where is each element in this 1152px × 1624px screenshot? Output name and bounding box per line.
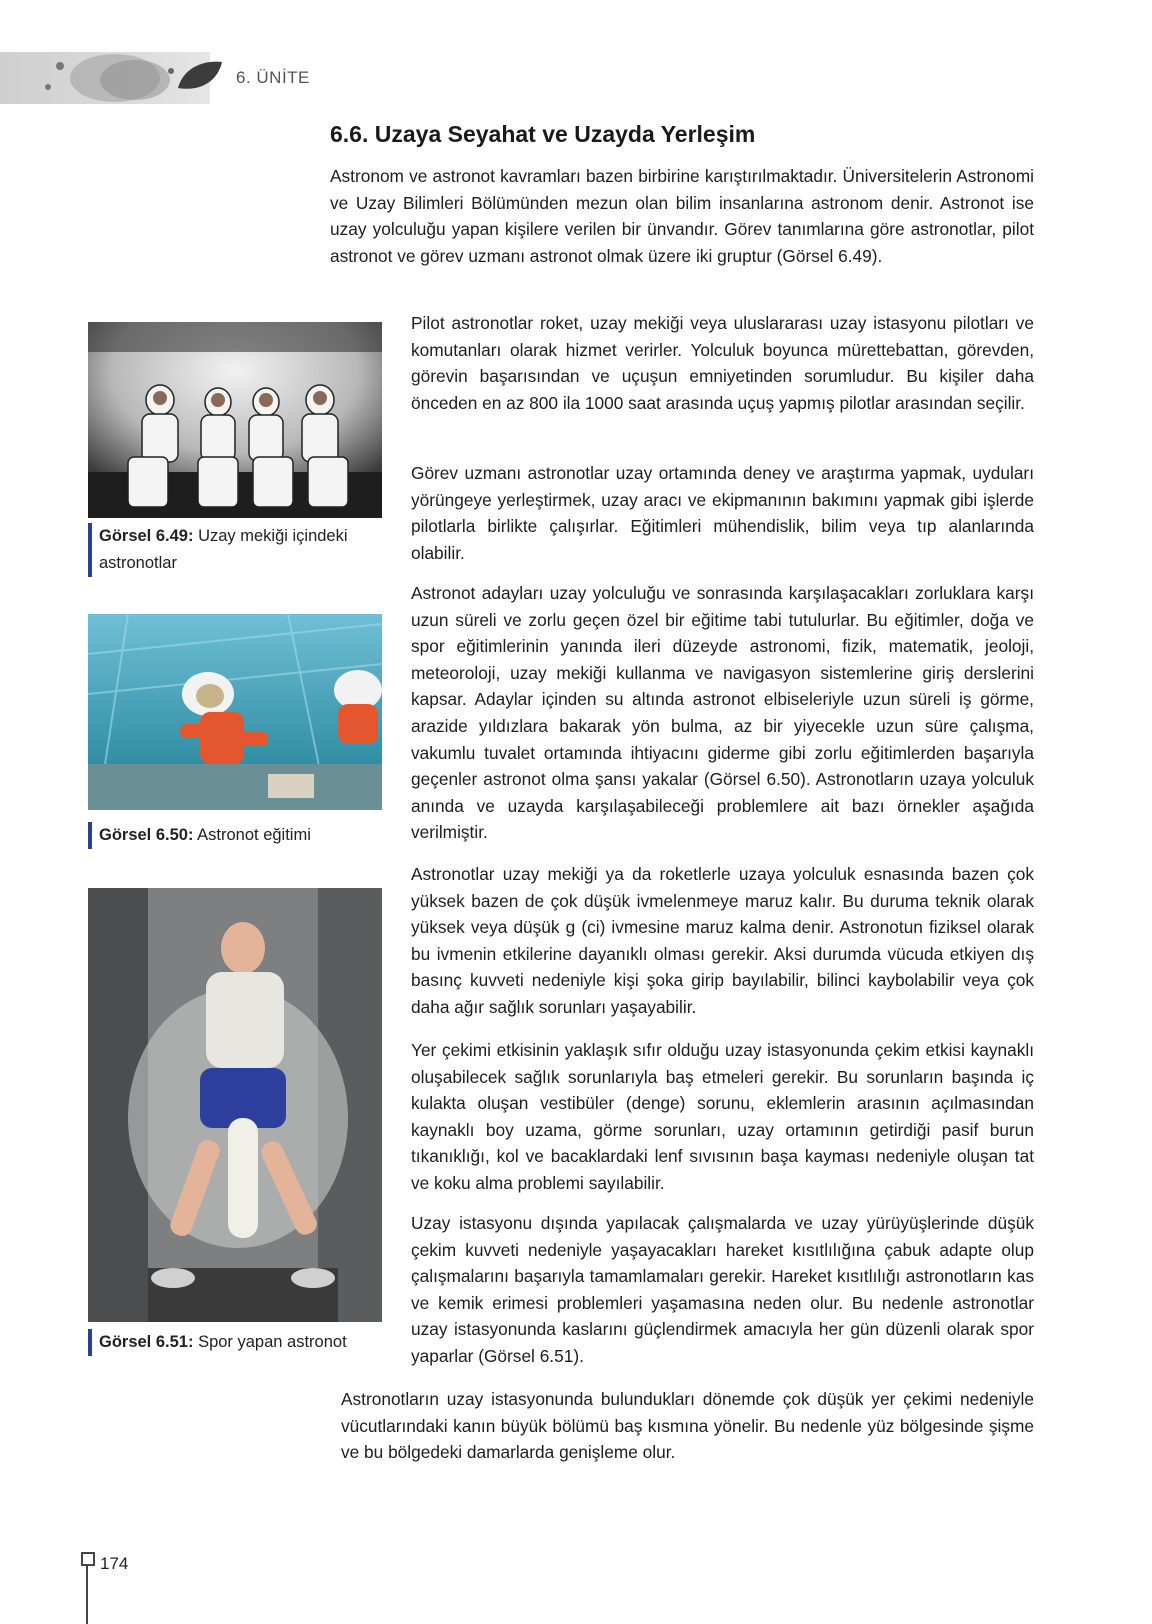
leaf-icon xyxy=(176,58,224,94)
astronauts-in-shuttle-image xyxy=(88,322,382,518)
page-number: 174 xyxy=(100,1554,129,1573)
figure-6-50-caption xyxy=(88,822,369,849)
figure-6-49-caption xyxy=(88,523,369,577)
health-problems-paragraph: Yer çekimi etkisinin yaklaşık sıfır olduğu uzay istasyonunda çekim etkisi kaynaklı oluşabilecek sağlık sorunlarıyla baş etmeleri gerekir. Bu sorunların başında iç kulakta oluşan vestibüler (denge) sorunu, eklemlerin arasının açılmasından kaynaklı boy uzama, görme sorunları, uzay ortamının getirdiği pasif burun tıkanıklığı, kol ve bacaklardaki lenf sıvısının başa kayması nedeniyle oluşan tat ve koku alma problemi sayılabilir. xyxy=(411,1040,1034,1193)
figure-6-51-caption xyxy=(88,1329,369,1356)
figure-6-51-label: Görsel 6.51: xyxy=(99,1333,194,1351)
figure-6-50-text: Astronot eğitimi xyxy=(197,826,311,844)
blood-flow-paragraph: Astronotların uzay istasyonunda bulundukları dönemde çok düşük yer çekimi nedeniyle vücutlarındaki kanın büyük bölümü baş kısmına yönelir. Bu nedenle yüz bölgesinde şişme ve bu bölgedeki damarlarda genişleme olur. xyxy=(341,1389,1034,1463)
page-rule-marker xyxy=(81,1552,95,1566)
underwater-training-image xyxy=(88,614,382,810)
training-paragraph: Astronot adayları uzay yolculuğu ve sonrasında karşılaşacakları zorluklara karşı uzun süreli ve zorlu geçen özel bir eğitime tabi tutulurlar. Bu eğitimler, doğa ve spor eğitimlerinin yanında ileri düzeyde astronomi, fizik, matematik, jeoloji, meteoroloji, uzay mekiği kullanma ve navigasyon sistemlerine giriş derslerini kapsar. Adaylar içinden su altında astronot elbiseleriyle uzun süreli iş görme, arazide yıldızlara bakarak yön bulma, az bir yiyecekle uzun süre çalışma, vakumlu tuvalet ortamında ihtiyacını giderme gibi zorlu eğitimlerden başarıyla geçenler astronot olma şansı yakalar (Görsel 6.50). Astronotların uzaya yolculuk anında ve uzayda karşılaşabileceği problemlere ait bazı örnekler aşağıda verilmiştir. xyxy=(411,583,1034,843)
intro-paragraph: Astronom ve astronot kavramları bazen birbirine karıştırılmaktadır. Üniversitelerin Astronomi ve Uzay Bilimleri Bölümünden mezun olan bilim insanlarına astronom denir. Astronot ise uzay yolculuğu yapan kişilere verilen bir ünvandır. Görev tanımlarına göre astronotlar, pilot astronot ve görev uzmanı astronot olmak üzere iki gruptur (Görsel 6.49). xyxy=(330,166,1034,266)
page-rule xyxy=(86,1556,88,1624)
figure-6-49-text: Uzay mekiği içindeki astronotlar xyxy=(99,527,348,572)
pilot-astronaut-paragraph: Pilot astronotlar roket, uzay mekiği veya uluslararası uzay istasyonu pilotları ve komutanları olarak hizmet verirler. Yolculuk boyunca mürettebattan, görevden, görevin başarısından ve uçuşun emniyetinden sorumludur. Bu kişiler daha önceden en az 800 ila 1000 saat arasında uçuş yapmış pilotlar arasından seçilir. xyxy=(411,313,1034,413)
figure-6-50-label: Görsel 6.50: xyxy=(99,826,194,844)
exercising-astronaut-image xyxy=(88,888,382,1322)
section-title: 6.6. Uzaya Seyahat ve Uzayda Yerleşim xyxy=(330,121,756,147)
figure-6-51-text: Spor yapan astronot xyxy=(198,1333,347,1351)
unit-label: 6. ÜNİTE xyxy=(236,68,310,87)
acceleration-paragraph: Astronotlar uzay mekiği ya da roketlerle uzaya yolculuk esnasında bazen çok yüksek bazen de çok düşük ivmelenmeye maruz kalır. Bu duruma teknik olarak yüksek veya düşük g (ci) ivmesine maruz kalma denir. Astronotun fiziksel olarak bu ivmenin etkilerine dayanıklı olması gerekir. Aksi durumda vücuda etkiyen dış basınç kuvveti nedeniyle kişi şoka girip bayılabilir, bilinci kaybolabilir veya çok daha ağır sağlık sorunları yaşayabilir. xyxy=(411,864,1034,1017)
mission-specialist-paragraph: Görev uzmanı astronotlar uzay ortamında deney ve araştırma yapmak, uyduları yörüngeye yerleştirmek, uzay aracı ve ekipmanının bakımını yapmak gibi işlerde pilotlarla birlikte çalışırlar. Eğitimleri mühendislik, bilim veya tıp alanlarında olabilir. xyxy=(411,463,1034,563)
exercise-paragraph: Uzay istasyonu dışında yapılacak çalışmalarda ve uzay yürüyüşlerinde düşük çekim kuvveti nedeniyle yaşayacakları hareket kısıtlılığına çabuk adapte olup çalışmalarını başarıyla tamamlamaları gerekir. Hareket kısıtlılığı astronotların kas ve kemik erimesi problemleri yaşamasına neden olur. Bu nedenle astronotlar uzay istasyonunda kaslarını güçlendirmek amacıyla her gün düzenli olarak spor yaparlar (Görsel 6.51). xyxy=(411,1213,1034,1366)
figure-6-49-label: Görsel 6.49: xyxy=(99,527,194,545)
